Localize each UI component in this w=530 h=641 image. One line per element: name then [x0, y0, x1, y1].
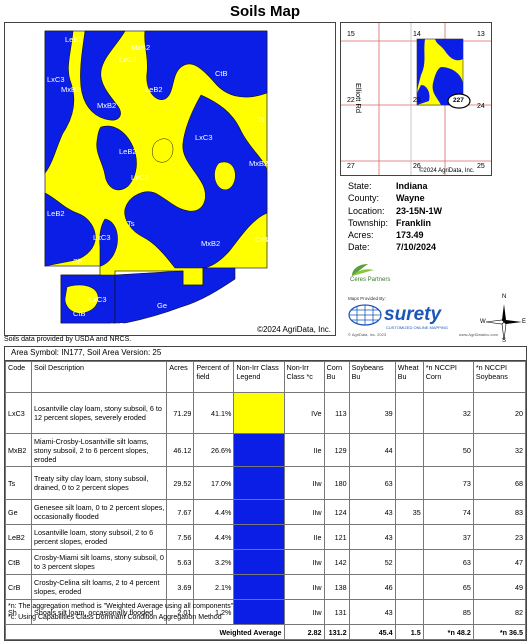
class-legend-swatch: [234, 500, 284, 525]
maps-provided-by: Maps Provided By:: [348, 296, 386, 301]
cell-pct: 3.2%: [194, 550, 234, 575]
cell-desc: Crosby-Celina silt loams, 2 to 4 percent slopes, eroded: [32, 575, 167, 600]
cell-desc: Treaty silty clay loam, stony subsoil, drained, 0 to 2 percent slopes: [32, 467, 167, 500]
cell-class: IIw: [284, 550, 324, 575]
cell-soy: 43: [349, 500, 395, 525]
section-number: 14: [413, 31, 421, 38]
cell-class: IVe: [284, 393, 324, 434]
class-legend-swatch: [234, 600, 284, 625]
cell-soy: 52: [349, 550, 395, 575]
compass-north: N: [502, 294, 507, 300]
info-key: State:: [348, 181, 372, 191]
map-label: MxB2: [97, 101, 117, 110]
table-row: [6, 575, 526, 600]
map-label: LxC3: [47, 75, 65, 84]
cell-nccpi_soy: 32: [473, 434, 525, 467]
map-label: LeB2: [145, 85, 163, 94]
cell-soy: 44: [349, 434, 395, 467]
table-row: [6, 525, 526, 550]
road-label: Elliott Rd: [354, 83, 363, 114]
class-legend-swatch: [234, 467, 284, 500]
col-header: Non-Irr Class Legend: [234, 362, 284, 393]
map-label: Ge: [157, 301, 168, 310]
map-label: LeB2: [111, 321, 129, 330]
map-label: CtB: [73, 309, 86, 318]
cell-acres: 71.29: [167, 393, 194, 434]
cell-pct: 2.1%: [194, 575, 234, 600]
map-label: Sh: [73, 257, 83, 266]
soils-data-source: Soils data provided by USDA and NRCS.: [4, 336, 132, 343]
cell-nccpi_soy: 68: [473, 467, 525, 500]
cell-pct: 26.6%: [194, 434, 234, 467]
section-number: 15: [347, 31, 355, 38]
agridata-url: www.AgriDataInc.com: [458, 332, 498, 337]
cell-corn: 142: [324, 550, 349, 575]
surety-logo-text: surety: [384, 304, 442, 325]
page-title: Soils Map: [229, 3, 300, 20]
cell-acres: 29.52: [167, 467, 194, 500]
cell-code: Sh: [6, 600, 32, 625]
cell-soy: 43: [349, 525, 395, 550]
map-label: LeB2: [119, 147, 137, 156]
class-legend-swatch: [234, 550, 284, 575]
cell-code: CrB: [6, 575, 32, 600]
section-number: 24: [477, 103, 485, 110]
footnote: *n: The aggregation method is "Weighted Average using all components": [8, 603, 234, 610]
info-value: Franklin: [396, 217, 432, 228]
cell-nccpi_soy: 49: [473, 575, 525, 600]
cell-pct: 17.0%: [194, 467, 234, 500]
map-label: LxC3: [195, 133, 213, 142]
info-value: 23-15N-1W: [396, 205, 443, 216]
col-header: *n NCCPI Corn: [423, 362, 473, 393]
cell-acres: 7.67: [167, 500, 194, 525]
cell-nccpi_corn: 65: [423, 575, 473, 600]
map-label: LxC3: [89, 295, 107, 304]
map-label: Ts: [257, 115, 265, 124]
cell-wheat: [395, 434, 423, 467]
ceres-leaf-icon: [348, 262, 394, 278]
cell-wheat: [395, 467, 423, 500]
location-map[interactable]: [340, 22, 492, 176]
soils-map[interactable]: [4, 22, 336, 336]
col-header: Wheat Bu: [395, 362, 423, 393]
cell-code: Ts: [6, 467, 32, 500]
surety-tagline: CUSTOMIZED ONLINE MAPPING: [386, 325, 448, 330]
ceres-logo-text: Ceres Partners: [350, 277, 391, 283]
class-legend-swatch: [234, 393, 284, 434]
map-label: LeB2: [65, 35, 83, 44]
col-header: Soybeans Bu: [349, 362, 395, 393]
route-shield: 227: [453, 97, 464, 104]
cell-nccpi_soy: 23: [473, 525, 525, 550]
agridata-copy-text: © AgriData, Inc. 2023: [348, 332, 387, 337]
info-key: Acres:: [348, 230, 374, 241]
section-number: 22: [347, 97, 355, 104]
map-label: MxB2: [61, 85, 81, 94]
area-symbol: Area Symbol: IN177, Soil Area Version: 25: [5, 347, 526, 361]
cell-desc: Miami-Crosby-Losantville silt loams, stony subsoil, 2 to 6 percent slopes, eroded: [32, 434, 167, 467]
class-legend-swatch: [234, 434, 284, 467]
cell-class: IIw: [284, 600, 324, 625]
cell-corn: 113: [324, 393, 349, 434]
cell-desc: Shoals silt loam, occasionally flooded: [32, 600, 167, 625]
cell-desc: Genesee silt loam, 0 to 2 percent slopes, occasionally flooded: [32, 500, 167, 525]
col-header: Percent of field: [194, 362, 234, 393]
table-header-row: [6, 362, 526, 393]
cell-desc: Losantville loam, stony subsoil, 2 to 6 percent slopes, eroded: [32, 525, 167, 550]
compass-rose-icon: [480, 294, 527, 344]
ceres-logo: [348, 262, 394, 288]
map-label: LxC3: [93, 233, 111, 242]
info-value: 7/10/2024: [396, 242, 437, 253]
cell-desc: Crosby-Miami silt loams, stony subsoil, 0 to 3 percent slopes: [32, 550, 167, 575]
cell-pct: 4.4%: [194, 500, 234, 525]
cell-nccpi_soy: 83: [473, 500, 525, 525]
map-copyright: ©2024 AgriData, Inc.: [257, 325, 331, 334]
footnote: *c: Using Capabilities Class Dominant Condition Aggregation Method: [8, 614, 222, 621]
weighted-nccpi_corn: *n 48.2: [423, 625, 473, 640]
cell-pct: 4.4%: [194, 525, 234, 550]
cell-nccpi_corn: 63: [423, 550, 473, 575]
parcel-info: [348, 180, 442, 254]
info-key: Location:: [348, 205, 385, 216]
section-number: 26: [413, 163, 421, 170]
info-value: Indiana: [396, 181, 428, 191]
cell-class: IIw: [284, 575, 324, 600]
cell-code: LeB2: [6, 525, 32, 550]
info-key: Date:: [348, 242, 370, 253]
cell-corn: 180: [324, 467, 349, 500]
class-legend-swatch: [234, 575, 284, 600]
col-header: Code: [6, 362, 32, 393]
col-header: Soil Description: [32, 362, 167, 393]
cell-class: IIw: [284, 467, 324, 500]
cell-acres: 3.69: [167, 575, 194, 600]
cell-code: LxC3: [6, 393, 32, 434]
cell-corn: 124: [324, 500, 349, 525]
cell-soy: 39: [349, 393, 395, 434]
surety-logo: [348, 304, 470, 328]
cell-nccpi_corn: 73: [423, 467, 473, 500]
cell-nccpi_soy: 47: [473, 550, 525, 575]
cell-class: IIw: [284, 500, 324, 525]
class-legend-swatch: [234, 525, 284, 550]
cell-wheat: [395, 600, 423, 625]
cell-nccpi_corn: 37: [423, 525, 473, 550]
cell-class: IIe: [284, 525, 324, 550]
section-number: 25: [477, 163, 485, 170]
section-number: 13: [477, 31, 485, 38]
cell-soy: 43: [349, 600, 395, 625]
cell-nccpi_corn: 85: [423, 600, 473, 625]
cell-acres: 46.12: [167, 434, 194, 467]
info-value: 173.49: [396, 230, 424, 241]
table-row: [6, 550, 526, 575]
map-label: MxB2: [131, 43, 151, 52]
soils-data-table: [5, 361, 526, 640]
cell-corn: 138: [324, 575, 349, 600]
weighted-soy: 45.4: [349, 625, 395, 640]
map-label: MxB2: [249, 159, 269, 168]
cell-pct: 41.1%: [194, 393, 234, 434]
cell-nccpi_corn: 32: [423, 393, 473, 434]
cell-code: Ge: [6, 500, 32, 525]
table-row: [6, 467, 526, 500]
map-label: LeB2: [47, 209, 65, 218]
cell-wheat: [395, 575, 423, 600]
table-row: [6, 393, 526, 434]
cell-acres: 2.01: [167, 600, 194, 625]
cell-code: CtB: [6, 550, 32, 575]
soils-map-graphic: [5, 23, 335, 335]
cell-pct: 1.2%: [194, 600, 234, 625]
cell-nccpi_soy: 20: [473, 393, 525, 434]
cell-nccpi_corn: 74: [423, 500, 473, 525]
cell-class: IIe: [284, 434, 324, 467]
map-label: CrB: [255, 235, 268, 244]
cell-acres: 7.56: [167, 525, 194, 550]
weighted-corn: 131.2: [324, 625, 349, 640]
section-number: 27: [347, 163, 355, 170]
col-header: Non-Irr Class *c: [284, 362, 324, 393]
cell-code: MxB2: [6, 434, 32, 467]
compass-south: S: [502, 338, 507, 344]
surety-globe-icon: [348, 304, 382, 326]
cell-desc: Losantville clay loam, stony subsoil, 6 to 12 percent slopes, severely eroded: [32, 393, 167, 434]
weighted-class: 2.82: [284, 625, 324, 640]
map-label: Ts: [127, 219, 135, 228]
weighted-label: Weighted Average: [6, 625, 285, 640]
location-map-copyright: ©2024 AgriData, Inc.: [419, 168, 475, 174]
cell-wheat: [395, 525, 423, 550]
info-key: County:: [348, 193, 380, 204]
cell-corn: 129: [324, 434, 349, 467]
table-row: [6, 500, 526, 525]
map-label: LxC3: [119, 55, 137, 64]
cell-soy: 46: [349, 575, 395, 600]
agridata-copyright: [348, 332, 498, 337]
map-label: CtB: [215, 69, 228, 78]
cell-nccpi_corn: 50: [423, 434, 473, 467]
map-label: MxB2: [201, 239, 221, 248]
cell-corn: 131: [324, 600, 349, 625]
compass-east: E: [522, 319, 527, 325]
cell-soy: 63: [349, 467, 395, 500]
col-header: Acres: [167, 362, 194, 393]
weighted-nccpi_soy: *n 36.5: [473, 625, 525, 640]
col-header: Corn Bu: [324, 362, 349, 393]
weighted-wheat: 1.5: [395, 625, 423, 640]
soils-table: [4, 346, 527, 641]
cell-corn: 121: [324, 525, 349, 550]
cell-wheat: [395, 550, 423, 575]
info-value: Wayne: [396, 193, 425, 204]
cell-nccpi_soy: 82: [473, 600, 525, 625]
table-row: [6, 434, 526, 467]
info-key: Township:: [348, 217, 389, 228]
cell-wheat: 35: [395, 500, 423, 525]
cell-wheat: [395, 393, 423, 434]
section-number: 23: [413, 97, 421, 104]
col-header: *n NCCPI Soybeans: [473, 362, 525, 393]
cell-acres: 5.63: [167, 550, 194, 575]
compass-west: W: [480, 319, 486, 325]
map-label: LxC3: [131, 173, 149, 182]
